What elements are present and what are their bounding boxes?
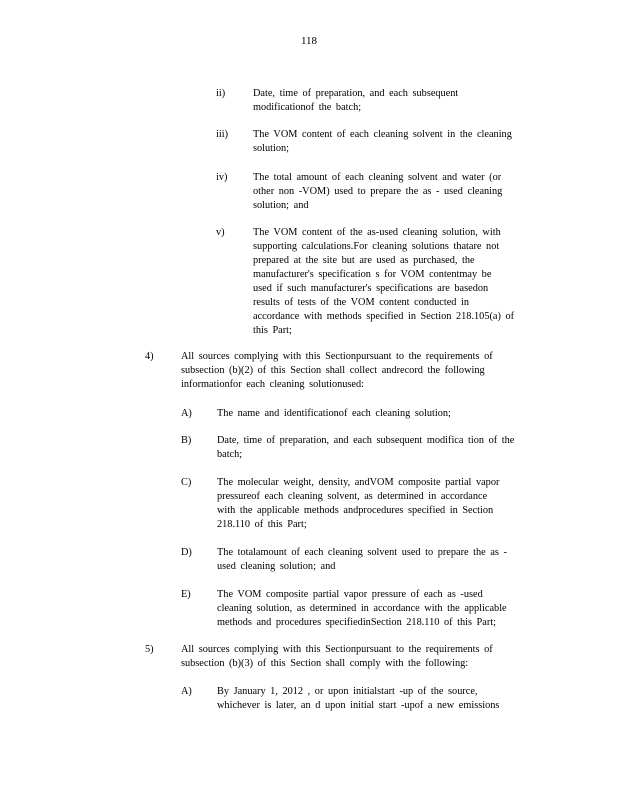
text-line: By January 1, 2012 , or upon initialstart -up of the source, [217,686,478,697]
text-line: The molecular weight, density, andVOM composite partial vapor [217,477,500,488]
text-line: prepared at the site but are used as purchased, the [253,255,475,266]
list-marker: ii) [216,88,226,99]
text-line: subsection (b)(3) of this Section shall comply with the following: [181,658,469,669]
list-item-text [217,407,475,421]
list-item-text [217,546,535,574]
text-line: with the applicable methods andprocedures specified in Section [217,505,494,516]
list-item-text [253,226,543,338]
text-line: All sources complying with this Sectionpursuant to the requirements of [181,351,493,362]
text-line: other non -VOM) used to prepare the as - used cleaning [253,186,503,197]
list-item-text [253,171,521,213]
text-line: Date, time of preparation, and each subsequent modifica tion of the [217,435,515,446]
text-line: 218.110 of this Part; [217,519,307,530]
list-item-text [217,685,513,713]
list-marker: D) [181,547,192,558]
list-item-text [181,643,527,671]
list-marker: A) [181,686,192,697]
text-line: All sources complying with this Sectionpursuant to the requirements of [181,644,493,655]
list-item-text [217,434,539,462]
list-marker: E) [181,589,191,600]
list-item-text [181,350,513,392]
text-line: pressureof each cleaning solvent, as determined in accordance [217,491,488,502]
text-line: The total amount of each cleaning solvent and water (or [253,172,502,183]
text-line: used cleaning solution; and [217,561,336,572]
text-line: The totalamount of each cleaning solvent used to prepare the as - [217,547,507,558]
page-number: 118 [300,35,318,47]
list-marker: B) [181,435,192,446]
list-marker: v) [216,227,225,238]
text-line: Date, time of preparation, and each subsequent [253,88,459,99]
list-item-text [217,476,533,532]
text-line: this Part; [253,325,292,336]
list-marker: iii) [216,129,229,140]
list-marker: A) [181,408,192,419]
text-line: results of tests of the VOM content conducted in [253,297,469,308]
text-line: subsection (b)(2) of this Section shall collect andrecord the following [181,365,485,376]
text-line: whichever is later, an d upon initial start -upof a new emissions [217,700,500,711]
text-line: The VOM content of the as-used cleaning solution, with [253,227,501,238]
text-line: supporting calculations.For cleaning solutions thatare not [253,241,500,252]
list-marker: 5) [145,644,154,655]
text-line: The VOM content of each cleaning solvent in the cleaning [253,129,512,140]
text-line: informationfor each cleaning solutionused: [181,379,364,390]
text-line: manufacturer's specification s for VOM contentmay be [253,269,492,280]
list-item-text [253,87,473,115]
text-line: solution; and [253,200,309,211]
text-line: batch; [217,449,243,460]
text-line: accordance with methods specified in Section 218.105(a) of [253,311,515,322]
list-marker: 4) [145,351,154,362]
list-item-text [253,128,529,156]
text-line: The name and identificationof each cleaning solution; [217,408,451,419]
text-line: The VOM composite partial vapor pressure of each as -used [217,589,483,600]
text-line: modificationof the batch; [253,102,362,113]
text-line: used if such manufacturer's specifications are basedon [253,283,489,294]
text-line: cleaning solution, as determined in accordance with the applicable [217,603,507,614]
list-marker: C) [181,477,192,488]
text-line: methods and procedures specifiedinSection 218.110 of this Part; [217,617,496,628]
list-marker: iv) [216,172,228,183]
text-line: solution; [253,143,290,154]
list-item-text [217,588,533,630]
